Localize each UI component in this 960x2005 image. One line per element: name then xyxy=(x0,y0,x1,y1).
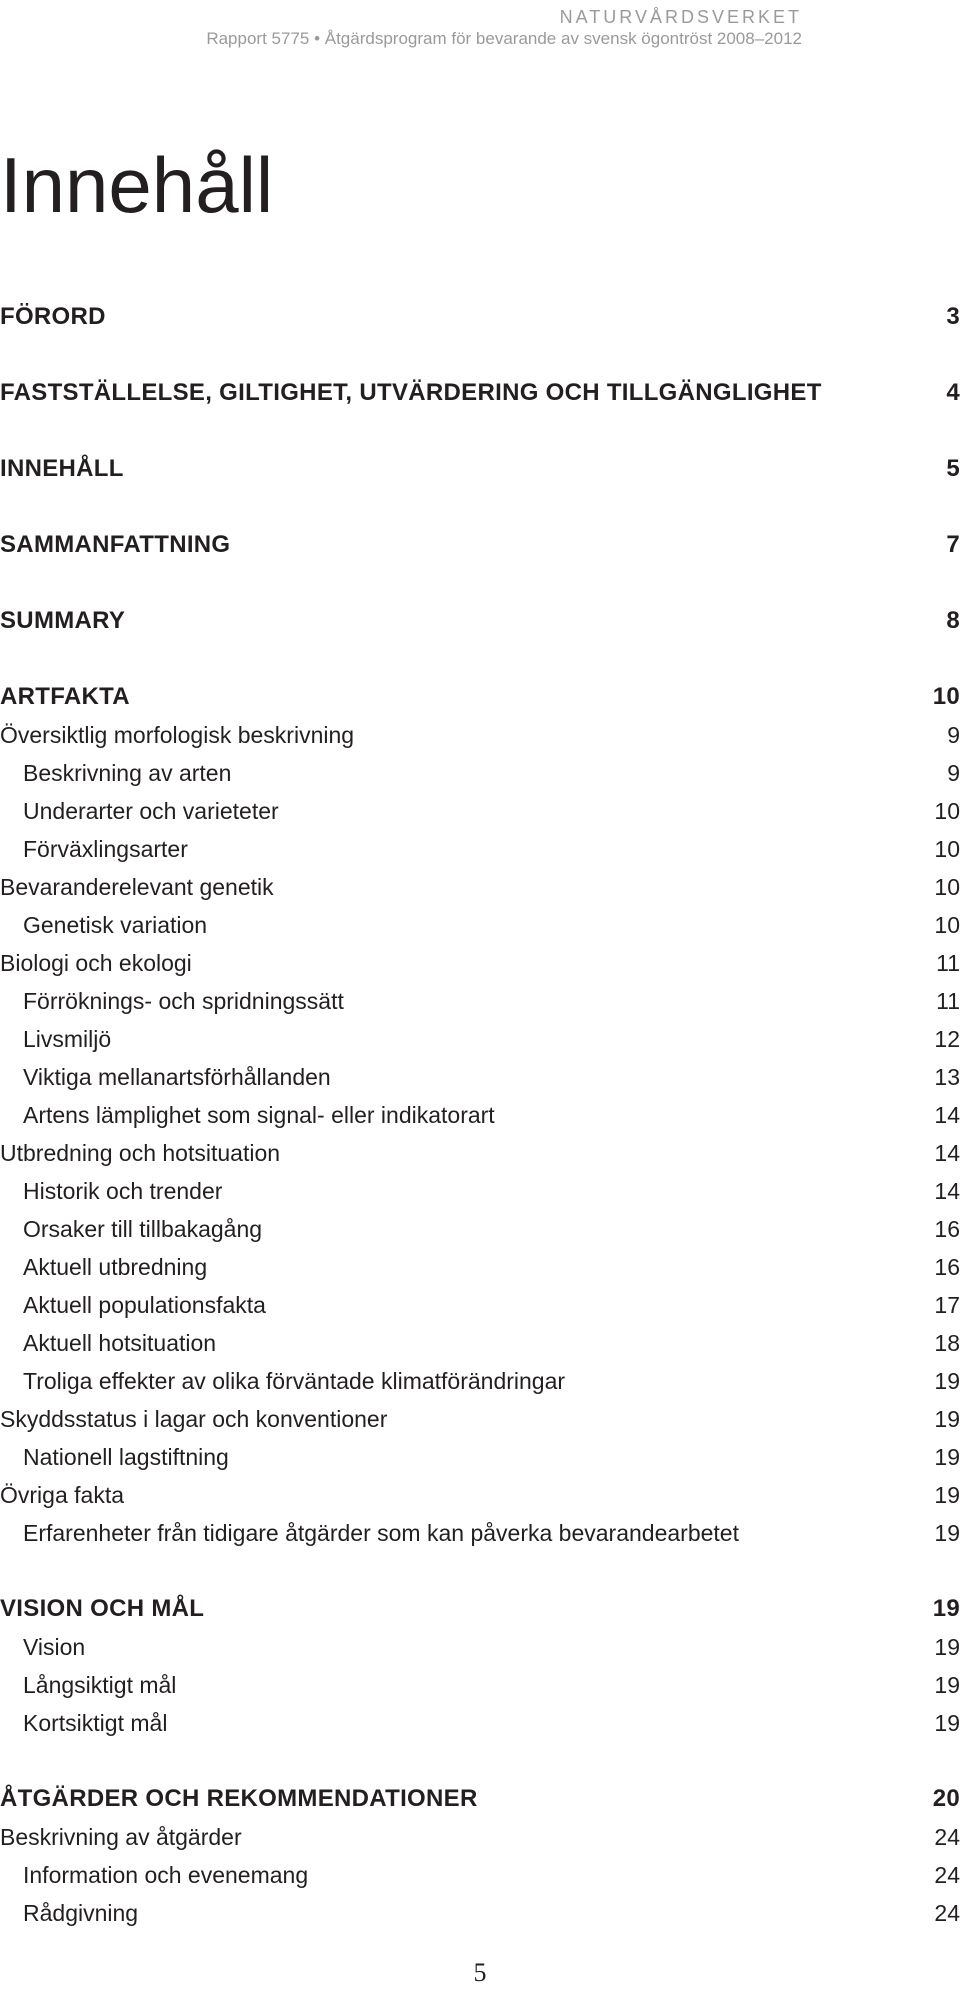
toc-entry-label: Rådgivning xyxy=(23,1900,139,1926)
toc-entry[interactable] xyxy=(0,908,960,942)
toc-entry-page: 19 xyxy=(932,1595,960,1622)
toc-entry-page: 3 xyxy=(946,303,960,330)
toc-entry-label: Förväxlingsarter xyxy=(23,836,188,862)
toc-entry-label: Orsaker till tillbakagång xyxy=(23,1216,263,1242)
toc-entry[interactable] xyxy=(0,1440,960,1474)
toc-entry-page: 24 xyxy=(934,1824,960,1850)
toc-entry-label: Beskrivning av arten xyxy=(23,760,232,786)
toc-entry-page: 24 xyxy=(934,1900,960,1926)
toc-entry-label: INNEHÅLL xyxy=(0,455,124,482)
toc-entry-atgarder[interactable] xyxy=(0,1782,960,1816)
toc-entry-page: 16 xyxy=(934,1254,960,1280)
toc-entry-label: ÅTGÄRDER OCH REKOMMENDATIONER xyxy=(0,1785,478,1812)
toc-entry-label: Information och evenemang xyxy=(23,1862,309,1888)
toc-entry[interactable] xyxy=(0,1326,960,1360)
toc-entry-label: Kortsiktigt mål xyxy=(23,1710,168,1736)
toc-entry[interactable] xyxy=(0,1364,960,1398)
toc-entry-label: Biologi och ekologi xyxy=(0,950,192,976)
toc-entry-label: Skyddsstatus i lagar och konventioner xyxy=(0,1406,388,1432)
toc-entry[interactable] xyxy=(0,1706,960,1740)
toc-entry-label: Vision xyxy=(23,1634,86,1660)
toc-entry-page: 10 xyxy=(934,798,960,824)
toc-entry-label: SAMMANFATTNING xyxy=(0,531,231,558)
toc-entry[interactable] xyxy=(0,1630,960,1664)
toc-entry[interactable] xyxy=(0,1820,960,1854)
toc-entry-label: VISION OCH MÅL xyxy=(0,1595,205,1622)
toc-entry-page: 19 xyxy=(934,1368,960,1394)
toc-entry-summary[interactable] xyxy=(0,604,960,638)
toc-entry-page: 19 xyxy=(934,1710,960,1736)
toc-entry-page: 8 xyxy=(946,607,960,634)
toc-entry[interactable] xyxy=(0,1250,960,1284)
toc-entry[interactable] xyxy=(0,870,960,904)
toc-entry-page: 10 xyxy=(934,912,960,938)
toc-entry-artfakta[interactable] xyxy=(0,680,960,714)
toc-entry-page: 10 xyxy=(934,836,960,862)
toc-entry-label: Aktuell populationsfakta xyxy=(23,1292,266,1318)
toc-entry-page: 11 xyxy=(936,950,960,976)
toc-entry[interactable] xyxy=(0,1516,960,1550)
toc-entry-label: Historik och trender xyxy=(23,1178,223,1204)
toc-entry-label: Underarter och varieteter xyxy=(23,798,279,824)
toc-entry-page: 19 xyxy=(934,1406,960,1432)
toc-entry[interactable] xyxy=(0,1668,960,1702)
toc-entry-vision-och-mal[interactable] xyxy=(0,1592,960,1626)
toc-entry-page: 7 xyxy=(946,531,960,558)
toc-entry-label: Livsmiljö xyxy=(23,1026,112,1052)
toc-entry-page: 16 xyxy=(934,1216,960,1242)
toc-entry-label: Genetisk variation xyxy=(23,912,208,938)
running-header xyxy=(206,6,802,50)
toc-entry[interactable] xyxy=(0,1896,960,1930)
toc-entry[interactable] xyxy=(0,832,960,866)
toc-entry-page: 13 xyxy=(934,1064,960,1090)
toc-entry-label: Troliga effekter av olika förväntade klimatförändringar xyxy=(23,1368,566,1394)
toc-entry-label: Utbredning och hotsituation xyxy=(0,1140,281,1166)
toc-entry-page: 19 xyxy=(934,1634,960,1660)
toc-entry-label: Aktuell hotsituation xyxy=(23,1330,217,1356)
toc-entry[interactable] xyxy=(0,1174,960,1208)
toc-entry-label: Aktuell utbredning xyxy=(23,1254,208,1280)
toc-entry-page: 10 xyxy=(932,683,960,710)
toc-entry-label: Översiktlig morfologisk beskrivning xyxy=(0,722,355,748)
toc-entry-page: 17 xyxy=(934,1292,960,1318)
toc-entry-page: 19 xyxy=(934,1444,960,1470)
toc-entry-page: 11 xyxy=(936,988,960,1014)
toc-entry-page: 9 xyxy=(947,760,960,786)
toc-entry-page: 14 xyxy=(934,1178,960,1204)
toc-entry-label: Beskrivning av åtgärder xyxy=(0,1824,242,1850)
toc-entry-label: SUMMARY xyxy=(0,607,126,634)
toc-entry-label: FÖRORD xyxy=(0,303,106,330)
toc-entry[interactable] xyxy=(0,718,960,752)
toc-entry-faststallelse[interactable] xyxy=(0,376,960,410)
toc-entry-label: Viktiga mellanartsförhållanden xyxy=(23,1064,331,1090)
toc-entry-page: 14 xyxy=(934,1140,960,1166)
toc-entry-label: Bevaranderelevant genetik xyxy=(0,874,274,900)
toc-entry[interactable] xyxy=(0,1288,960,1322)
toc-entry[interactable] xyxy=(0,794,960,828)
toc-entry-label: FASTSTÄLLELSE, GILTIGHET, UTVÄRDERING OCH TILLGÄNGLIGHET xyxy=(0,379,822,406)
toc-entry[interactable] xyxy=(0,756,960,790)
toc-entry-page: 19 xyxy=(934,1520,960,1546)
toc-entry[interactable] xyxy=(0,1858,960,1892)
toc-entry-page: 20 xyxy=(932,1785,960,1812)
report-title: Rapport 5775 • Åtgärdsprogram för bevarande av svensk ögontröst 2008–2012 xyxy=(206,29,802,48)
toc-entry[interactable] xyxy=(0,1212,960,1246)
toc-entry-sammanfattning[interactable] xyxy=(0,528,960,562)
toc-entry-page: 12 xyxy=(934,1026,960,1052)
toc-entry[interactable] xyxy=(0,1478,960,1512)
toc-entry-label: Nationell lagstiftning xyxy=(23,1444,229,1470)
toc-entry[interactable] xyxy=(0,1060,960,1094)
toc-entry-label: Förröknings- och spridningssätt xyxy=(23,988,344,1014)
toc-entry[interactable] xyxy=(0,946,960,980)
toc-entry-forord[interactable] xyxy=(0,300,960,334)
toc-entry[interactable] xyxy=(0,1136,960,1170)
toc-entry-page: 18 xyxy=(934,1330,960,1356)
toc-entry[interactable] xyxy=(0,1402,960,1436)
toc-entry[interactable] xyxy=(0,1098,960,1132)
toc-entry-page: 9 xyxy=(947,722,960,748)
publisher-name: NATURVÅRDSVERKET xyxy=(559,7,802,27)
toc-entry-page: 19 xyxy=(934,1482,960,1508)
toc-entry-innehall[interactable] xyxy=(0,452,960,486)
toc-entry-page: 14 xyxy=(934,1102,960,1128)
toc-entry-label: Långsiktigt mål xyxy=(23,1672,177,1698)
toc-entry-label: Artens lämplighet som signal- eller indikatorart xyxy=(23,1102,495,1128)
toc-entry-page: 19 xyxy=(934,1672,960,1698)
toc-entry-page: 4 xyxy=(946,379,960,406)
toc-entry-label: ARTFAKTA xyxy=(0,683,130,710)
toc-entry-label: Övriga fakta xyxy=(0,1482,124,1508)
toc-entry-page: 10 xyxy=(934,874,960,900)
page-number: 5 xyxy=(473,1958,487,1987)
toc-entry-page: 5 xyxy=(946,455,960,482)
toc-entry-page: 24 xyxy=(934,1862,960,1888)
toc-entry-label: Erfarenheter från tidigare åtgärder som kan påverka bevarandearbetet xyxy=(23,1520,739,1546)
toc-entry[interactable] xyxy=(0,1022,960,1056)
toc-entry[interactable] xyxy=(0,984,960,1018)
page-title: Innehåll xyxy=(0,141,274,229)
